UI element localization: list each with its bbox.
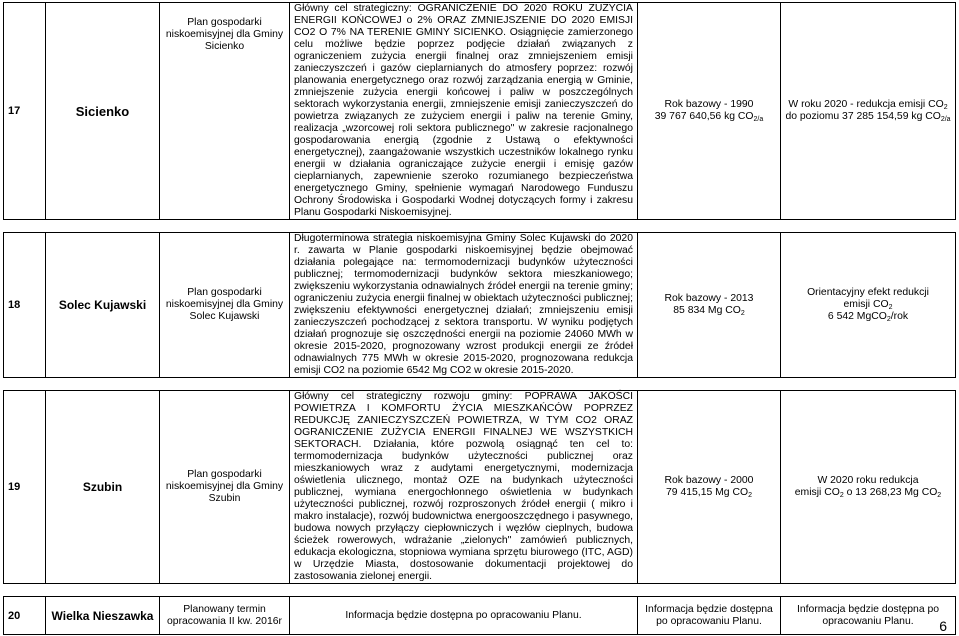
plan-line-2: opracowania II kw. 2016r — [167, 615, 282, 627]
table-row — [4, 3, 956, 220]
baseline-cell — [638, 233, 781, 378]
goal-line-2: emisji $CO_2$ o 13 268,23 Mg $CO_2$ — [794, 487, 942, 499]
plan-line-1: Planowany termin — [183, 603, 266, 615]
plan-description: Główny cel strategiczny rozwoju gminy: POPRAWA JAKOŚCI POWIETRZA I KOMFORTU ŻYCIA MIESZKAŃCÓW POPRZEZ REDUKCJĘ ZANIECZYSZCZEŃ POWIETRZA, W TYM CO2 ORAZ OGRANICZENIE ZUŻYCIA ENERGII FINALNEJ WE WSZYSTKICH SEKTORACH. Działania, które pozwolą osiągnąć ten cel to: termomodernizacja budynków użyteczności publicznej oraz mieszkaniowych wraz z audytami energetycznymi, modernizacja oświetlenia ulicznego, montaż OZE na budynkach użyteczności publicznej, wymiana energochłonnego oświetlenia w budynkach użyteczności publicznej, rozwój rozproszonych źródeł energii ( mikro i makro instalacje), rozwój budownictwa energooszczędnego i pasywnego, budowa nowych przyłączy ciepłowniczych i węzłów cieplnych, budowa ścieżek rowerowych, wdrażanie „zielonych" zamówień publicznych, edukacja ekologiczna, stopniowa wymiana sprzętu biurowego (ITC, AGD) w Urzędzie Miasta, dostosowanie dokumentacji projektowej do zastosowania zielonej energii. — [290, 391, 638, 584]
municipality-name: Sicienko — [46, 3, 160, 220]
goal-cell: Informacja będzie dostępna po opracowaniu Planu. — [781, 597, 956, 635]
goal-cell — [781, 233, 956, 378]
plan-description: Długoterminowa strategia niskoemisyjna Gminy Solec Kujawski do 2020 r. zawarta w Planie gospodarki niskoemisyjnej będzie obejmować działania polegające na: termomodernizacji budynków użyteczności publicznej; termomodernizacji budynków sektora mieszkaniowego; zwiększeniu wykorzystania odnawialnych źródeł energii na terenie gminy; ograniczeniu zużycia energii finalnej w obiektach użyteczności publicznej; zwiększeniu efektywności energetycznej działań; zmniejszeniu emisji zanieczyszczeń pochodzącej z sektora transportu. W wyniku podjętych działań prognozuje się oszczędności energii na poziomie 24060 MWh w okresie 2015-2020, prognozowany wzrost produkcji energii ze źródeł odnawialnych 775 MWh w okresie 2015-2020, prognozowana redukcja emisji CO2 na poziomie 6542 Mg CO2 w okresie 2015-2020. — [290, 233, 638, 378]
baseline-value: 85 834 Mg $CO_2$ — [673, 305, 745, 317]
goal-cell — [781, 3, 956, 220]
row-number: 20 — [4, 597, 46, 635]
municipality-name: Szubin — [46, 391, 160, 584]
municipality-name: Wielka Nieszawka — [46, 597, 160, 635]
baseline-value: 39 767 640,56 kg $CO_{2/a}$ — [654, 111, 764, 123]
plan-title — [160, 597, 290, 635]
row-number: 18 — [4, 233, 46, 378]
row-spacer — [4, 378, 956, 391]
table-row — [4, 233, 956, 378]
baseline-year: Rok bazowy - 1990 — [664, 99, 754, 110]
goal-line-1: Orientacyjny efekt redukcji — [807, 287, 929, 298]
goal-cell — [781, 391, 956, 584]
page-number: 6 — [939, 618, 947, 634]
goal-line-1: W 2020 roku redukcja — [817, 475, 919, 486]
baseline-cell — [638, 3, 781, 220]
goal-line-2: do poziomu 37 285 154,59 kg $CO_{2/a}$ — [785, 111, 951, 123]
baseline-year: Rok bazowy - 2000 — [664, 475, 754, 486]
plan-title: Plan gospodarki niskoemisyjnej dla Gminy Solec Kujawski — [160, 233, 290, 378]
plan-description: Informacja będzie dostępna po opracowaniu Planu. — [290, 597, 638, 635]
baseline-value: 79 415,15 Mg $CO_2$ — [666, 487, 752, 499]
baseline-cell: Informacja będzie dostępna po opracowaniu Planu. — [638, 597, 781, 635]
goal-line-3: 6 542 MgCO$_2$/rok — [827, 311, 909, 323]
baseline-cell — [638, 391, 781, 584]
municipal-plans-table — [3, 2, 956, 635]
table-row — [4, 597, 956, 635]
goal-line-2: emisji $CO_2$ — [843, 299, 893, 311]
baseline-year: Rok bazowy - 2013 — [664, 293, 754, 304]
goal-line-1: W roku 2020 - redukcja emisji $CO_2$ — [788, 99, 948, 111]
row-spacer — [4, 584, 956, 597]
plan-title: Plan gospodarki niskoemisyjnej dla Gminy Szubin — [160, 391, 290, 584]
municipality-name: Solec Kujawski — [46, 233, 160, 378]
row-number: 19 — [4, 391, 46, 584]
plan-title: Plan gospodarki niskoemisyjnej dla Gminy Sicienko — [160, 3, 290, 220]
row-spacer — [4, 220, 956, 233]
table-row — [4, 391, 956, 584]
plan-description: Główny cel strategiczny: OGRANICZENIE DO 2020 ROKU ZUŻYCIA ENERGII KOŃCOWEJ o 2% ORAZ ZMNIEJSZENIE DO 2020 EMISJI CO2 O 7% NA TERENIE GMINY SICIENKO. Osiągnięcie zamierzonego celu możliwe będzie poprzez podjęcie działań związanych z ograniczeniem zużycia energii finalnej oraz zmniejszeniem emisji zanieczyszczeń i gazów cieplarnianych do atmosfery poprzez: rozwój planowania energetycznego oraz rozwój zarządzania energią w Gminie, zmniejszenie zużycia energii końcowej i paliw w poszczególnych sektorach wykorzystania energii, zmniejszenie emisji zanieczyszczeń do powietrza związanych ze zużyciem energii i paliw na terenie Gminy, realizacja „wzorcowej roli sektora publicznego" w zakresie racjonalnego gospodarowania energią (zgodnie z Ustawą o efektywności energetycznej), zaangażowanie wszystkich uczestników lokalnego rynku energii w działania ograniczające zużycie energii i emisję gazów cieplarnianych, zapewnienie szeroko rozumianego bezpieczeństwa energetycznego Gminy, spełnienie wymagań Narodowego Funduszu Ochrony Środowiska i Gospodarki Wodnej dotyczących formy i zakresu Planu Gospodarki Niskoemisyjnej. — [290, 3, 638, 220]
row-number: 17 — [4, 3, 46, 220]
